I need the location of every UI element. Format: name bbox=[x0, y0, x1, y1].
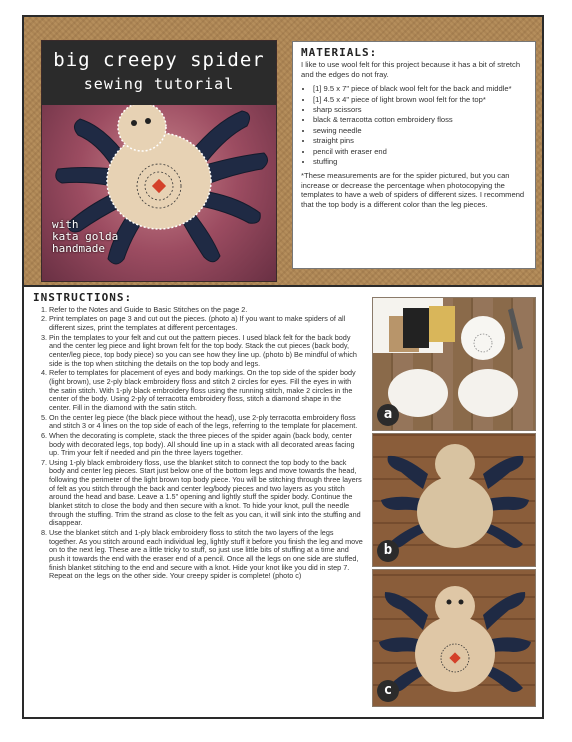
instruction-step: 4. Refer to templates for placement of eyes and body markings. On the top side of the spider body (light brown), use 2-ply black embroidery floss and stitch 2 circles for eyes. Fill the eyes in with the satin stitch. With 1-ply black embroidery floss using the running stitch, make 2 circles in the center of the body. Using 2-ply of terracotta embroidery floss, stitch a diamond shape in the center. Fill in the diamond with the satin stitch. bbox=[49, 369, 363, 412]
instructions-list bbox=[33, 306, 363, 581]
photo-label: a bbox=[377, 404, 399, 426]
instruction-step: 8. Use the blanket stitch and 1-ply black embroidery floss to stitch the two layers of the legs together. As you stitch around each individual leg, lightly stuff it before you finish the leg and move on to the next leg. These are a little tricky to stuff, so just use little bits of stuffing at a time and push it towards the end with the eraser end of a pencil. Once all the legs on one side are stuffed, finish blanket stitching to the end and secure with a knot. Hide your knot like you did in step 7. Repeat on the legs on the other side. Your creepy spider is complete! (photo c) bbox=[49, 529, 363, 581]
photo-label: b bbox=[377, 540, 399, 562]
photo-c bbox=[372, 569, 536, 707]
instructions-heading: INSTRUCTIONS: bbox=[33, 291, 133, 304]
header-band bbox=[24, 17, 542, 287]
photo-label: c bbox=[377, 680, 399, 702]
hero-photo bbox=[41, 40, 277, 282]
list-item: • pencil with eraser end bbox=[313, 147, 527, 156]
list-item: • [1] 9.5 x 7" piece of black wool felt for the back and middle* bbox=[313, 84, 527, 93]
instructions-section bbox=[33, 291, 363, 712]
materials-box bbox=[292, 41, 536, 269]
materials-intro: I like to use wool felt for this project because it has a bit of stretch and the edges do not fray. bbox=[301, 60, 521, 79]
page-subtitle: sewing tutorial bbox=[83, 75, 235, 93]
instruction-step: 5. On the center leg piece (the black piece without the head), use 2-ply terracotta embroidery floss and stitch 3 or 4 lines on the top side of each of the legs, referring to the template for placement. bbox=[49, 414, 363, 431]
list-item: • [1] 4.5 x 4" piece of light brown wool felt for the top* bbox=[313, 95, 527, 104]
credit-line: with bbox=[52, 218, 79, 231]
page-title: big creepy spider bbox=[53, 49, 265, 71]
credit-line: kata golda bbox=[52, 230, 119, 243]
instruction-step: 1. Refer to the Notes and Guide to Basic Stitches on the page 2. bbox=[49, 306, 363, 315]
list-item: • stuffing bbox=[313, 157, 527, 166]
list-item: • sewing needle bbox=[313, 126, 527, 135]
list-item: • straight pins bbox=[313, 136, 527, 145]
list-item: • sharp scissors bbox=[313, 105, 527, 114]
page-frame bbox=[22, 15, 544, 719]
list-item: • black & terracotta cotton embroidery floss bbox=[313, 115, 527, 124]
materials-heading: MATERIALS: bbox=[301, 46, 378, 59]
title-box bbox=[42, 41, 276, 105]
photo-a bbox=[372, 297, 536, 431]
materials-list bbox=[301, 84, 527, 166]
credit-line: handmade bbox=[52, 242, 105, 255]
instruction-step: 3. Pin the templates to your felt and cut out the pattern pieces. I used black felt for the back body and the center leg piece and light brown felt for the top body. Stack the cut pieces (back body, center/leg piece, top body piece) so you can see how they line up. (photo b) Be mindful of which side is the top when stitching the details on the top body and legs. bbox=[49, 334, 363, 369]
instruction-step: 6. When the decorating is complete, stack the three pieces of the spider again (back body, center body with decorated legs, top body). All should line up in a stack with all decorated areas facing up. Trim your felt if needed and pin the three layers together. bbox=[49, 432, 363, 458]
materials-note: *These measurements are for the spider pictured, but you can increase or decrease the percentage when photocopying the templates to have a web of spiders of different sizes. I recommend that the top body is a different color than the leg pieces. bbox=[301, 171, 525, 209]
photo-b bbox=[372, 433, 536, 567]
credit bbox=[52, 219, 118, 255]
instruction-step: 2. Print templates on page 3 and cut out the pieces. (photo a) If you want to make spiders of all different sizes, print the templates at different percentages. bbox=[49, 315, 363, 332]
instruction-step: 7. Using 1-ply black embroidery floss, use the blanket stitch to connect the top body to the back body and center leg pieces. Start just below one of the bottom legs and move towards the head, following the perimeter of the light brown top body piece. You will be stitching through three layers of felt as you stitch through the back and center leg/body pieces and two layers as you stitch around the head and base. Leave a 1.5" opening and lightly stuff the spider body. Continue the blanket stitch to close the body and then secure with a knot. To hide your knot, pull the needle through the stuffing. Trim the strand as close to the felt as you can, it will sink into the stuffing and disappear. bbox=[49, 459, 363, 528]
